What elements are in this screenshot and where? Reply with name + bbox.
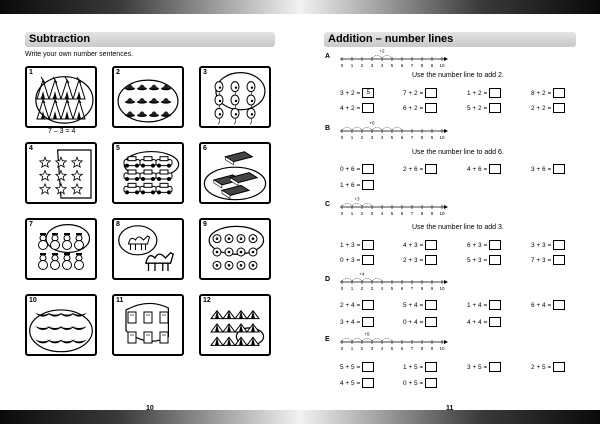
answer-box[interactable] bbox=[362, 240, 374, 250]
subtraction-heading: Subtraction bbox=[25, 32, 275, 47]
picture-tile-2 bbox=[112, 66, 184, 128]
tick-label: 7 bbox=[410, 286, 414, 291]
tick-label: 10 bbox=[439, 63, 445, 68]
number-line-b bbox=[338, 120, 450, 140]
problem-b-4 bbox=[531, 164, 565, 174]
problem-expression: 7 + 2 = bbox=[403, 89, 424, 97]
tick-label: 1 bbox=[350, 63, 354, 68]
problem-expression: 5 + 2 = bbox=[467, 104, 488, 112]
problem-expression: 0 + 3 = bbox=[340, 256, 361, 264]
problem-c-6 bbox=[403, 255, 437, 265]
problem-expression: 1 + 5 = bbox=[403, 363, 424, 371]
section-letter-e: E bbox=[325, 336, 330, 343]
answer-box[interactable] bbox=[425, 378, 437, 388]
tile-number: 8 bbox=[116, 221, 120, 228]
tick-label: 0 bbox=[340, 211, 344, 216]
problem-b-2 bbox=[403, 164, 437, 174]
tick-label: 6 bbox=[400, 211, 404, 216]
problem-expression: 4 + 3 = bbox=[403, 241, 424, 249]
problem-a-3 bbox=[467, 88, 501, 98]
tick-label: 5 bbox=[390, 346, 394, 351]
hop-label: +6 bbox=[369, 120, 375, 126]
tick-label: 8 bbox=[420, 63, 424, 68]
section-letter-a: A bbox=[325, 53, 331, 60]
problem-expression: 2 + 2 = bbox=[531, 104, 552, 112]
example-sentence: 7 – 3 = 4 bbox=[48, 128, 76, 135]
tick-label: 4 bbox=[380, 63, 384, 68]
tick-label: 0 bbox=[340, 63, 344, 68]
tick-label: 9 bbox=[430, 286, 434, 291]
tick-label: 7 bbox=[410, 63, 414, 68]
tick-label: 5 bbox=[390, 211, 394, 216]
tile-number: 12 bbox=[203, 297, 211, 304]
problem-expression: 3 + 5 = bbox=[467, 363, 488, 371]
problem-c-8 bbox=[531, 255, 565, 265]
tick-label: 9 bbox=[430, 346, 434, 351]
star-icon bbox=[27, 144, 95, 202]
section-instruction-a: Use the number line to add 2. bbox=[412, 72, 504, 79]
answer-box[interactable] bbox=[553, 240, 565, 250]
problem-expression: 4 + 5 = bbox=[340, 379, 361, 387]
tick-label: 2 bbox=[360, 135, 364, 140]
problem-expression: 0 + 4 = bbox=[403, 318, 424, 326]
answer-box[interactable] bbox=[425, 362, 437, 372]
answer-box[interactable] bbox=[425, 164, 437, 174]
number-line-c bbox=[338, 196, 450, 216]
tent-icon bbox=[201, 296, 269, 354]
problem-expression: 6 + 2 = bbox=[403, 104, 424, 112]
tick-label: 8 bbox=[420, 211, 424, 216]
answer-box[interactable] bbox=[425, 88, 437, 98]
tick-label: 1 bbox=[350, 211, 354, 216]
picture-tile-6 bbox=[199, 142, 271, 204]
answer-box[interactable] bbox=[489, 362, 501, 372]
tick-label: 3 bbox=[370, 211, 374, 216]
tepee-icon bbox=[27, 68, 95, 126]
problem-b-3 bbox=[467, 164, 501, 174]
answer-box[interactable]: 5 bbox=[362, 88, 374, 98]
answer-box[interactable] bbox=[362, 103, 374, 113]
picture-tile-7 bbox=[25, 218, 97, 280]
tick-label: 0 bbox=[340, 346, 344, 351]
picture-tile-9 bbox=[199, 218, 271, 280]
tick-label: 2 bbox=[360, 346, 364, 351]
picture-tile-10 bbox=[25, 294, 97, 356]
answer-box[interactable] bbox=[553, 164, 565, 174]
picture-tile-11 bbox=[112, 294, 184, 356]
tick-label: 9 bbox=[430, 63, 434, 68]
answer-box[interactable] bbox=[362, 255, 374, 265]
tile-number: 2 bbox=[116, 69, 120, 76]
section-letter-d: D bbox=[325, 276, 331, 283]
problem-d-3 bbox=[467, 300, 501, 310]
problem-expression: 1 + 2 = bbox=[467, 89, 488, 97]
tile-number: 11 bbox=[116, 297, 124, 304]
tick-label: 5 bbox=[390, 63, 394, 68]
addition-heading: Addition – number lines bbox=[324, 32, 576, 47]
section-letter-c: C bbox=[325, 201, 331, 208]
problem-c-5 bbox=[340, 255, 374, 265]
tick-label: 3 bbox=[370, 346, 374, 351]
answer-box[interactable] bbox=[425, 317, 437, 327]
problem-d-5 bbox=[340, 317, 374, 327]
tick-label: 3 bbox=[370, 286, 374, 291]
snowman-icon bbox=[27, 220, 95, 278]
tick-label: 0 bbox=[340, 135, 344, 140]
answer-box[interactable] bbox=[362, 362, 374, 372]
tick-label: 4 bbox=[380, 135, 384, 140]
tile-number: 3 bbox=[203, 69, 207, 76]
problem-expression: 0 + 6 = bbox=[340, 165, 361, 173]
tick-label: 1 bbox=[350, 135, 354, 140]
tick-label: 6 bbox=[400, 135, 404, 140]
tick-label: 7 bbox=[410, 346, 414, 351]
jar-icon bbox=[114, 296, 182, 354]
balloon-icon bbox=[201, 68, 269, 126]
problem-expression: 1 + 4 = bbox=[467, 301, 488, 309]
problem-expression: 7 + 3 = bbox=[531, 256, 552, 264]
problem-expression: 4 + 2 = bbox=[340, 104, 361, 112]
problem-a-5 bbox=[340, 103, 374, 113]
answer-box[interactable] bbox=[553, 88, 565, 98]
answer-box[interactable] bbox=[362, 300, 374, 310]
tick-label: 6 bbox=[400, 346, 404, 351]
left-page-number: 10 bbox=[146, 405, 154, 412]
number-line-a bbox=[338, 48, 450, 68]
answer-box[interactable] bbox=[425, 103, 437, 113]
tick-label: 10 bbox=[439, 286, 445, 291]
problem-expression: 3 + 3 = bbox=[531, 241, 552, 249]
problem-d-2 bbox=[403, 300, 437, 310]
section-instruction-b: Use the number line to add 6. bbox=[412, 149, 504, 156]
problem-b-5 bbox=[340, 180, 374, 190]
hop-label: +4 bbox=[359, 271, 365, 277]
problem-expression: 3 + 6 = bbox=[531, 165, 552, 173]
tick-label: 5 bbox=[390, 286, 394, 291]
problem-expression: 2 + 3 = bbox=[403, 256, 424, 264]
picture-tile-8 bbox=[112, 218, 184, 280]
problem-expression: 6 + 3 = bbox=[467, 241, 488, 249]
tick-label: 4 bbox=[380, 211, 384, 216]
banana-icon bbox=[27, 296, 95, 354]
tick-label: 10 bbox=[439, 135, 445, 140]
circle-icon bbox=[201, 220, 269, 278]
problem-e-5 bbox=[340, 378, 374, 388]
tick-label: 9 bbox=[430, 211, 434, 216]
subtraction-instruction: Write your own number sentences. bbox=[25, 51, 134, 58]
problem-c-3 bbox=[467, 240, 501, 250]
problem-expression: 3 + 2 = bbox=[340, 89, 361, 97]
answer-box[interactable] bbox=[553, 103, 565, 113]
answer-box[interactable] bbox=[489, 103, 501, 113]
problem-d-6 bbox=[403, 317, 437, 327]
tick-label: 6 bbox=[400, 63, 404, 68]
tick-label: 2 bbox=[360, 211, 364, 216]
problem-expression: 2 + 5 = bbox=[531, 363, 552, 371]
answer-box[interactable] bbox=[553, 300, 565, 310]
car-icon bbox=[114, 144, 182, 202]
problem-expression: 2 + 6 = bbox=[403, 165, 424, 173]
problem-c-7 bbox=[467, 255, 501, 265]
answer-box[interactable] bbox=[553, 362, 565, 372]
tick-label: 4 bbox=[380, 286, 384, 291]
problem-expression: 8 + 2 = bbox=[531, 89, 552, 97]
tick-label: 7 bbox=[410, 211, 414, 216]
problem-c-1 bbox=[340, 240, 374, 250]
problem-a-7 bbox=[467, 103, 501, 113]
hop-label: +3 bbox=[354, 196, 360, 202]
picture-tile-4 bbox=[25, 142, 97, 204]
picture-tile-12 bbox=[199, 294, 271, 356]
tile-number: 10 bbox=[29, 297, 37, 304]
answer-box[interactable] bbox=[489, 88, 501, 98]
answer-box[interactable] bbox=[489, 255, 501, 265]
tick-label: 10 bbox=[439, 211, 445, 216]
number-line-d bbox=[338, 271, 450, 291]
answer-box[interactable] bbox=[489, 317, 501, 327]
section-letter-b: B bbox=[325, 125, 331, 132]
camel-icon bbox=[114, 220, 182, 278]
problem-b-1 bbox=[340, 164, 374, 174]
tick-label: 5 bbox=[390, 135, 394, 140]
book-icon bbox=[201, 144, 269, 202]
tick-label: 1 bbox=[350, 286, 354, 291]
picture-tile-3 bbox=[199, 66, 271, 128]
tick-label: 8 bbox=[420, 135, 424, 140]
problem-expression: 5 + 4 = bbox=[403, 301, 424, 309]
tick-label: 4 bbox=[380, 346, 384, 351]
problem-a-4 bbox=[531, 88, 565, 98]
problem-c-2 bbox=[403, 240, 437, 250]
hop-label: +2 bbox=[379, 48, 385, 54]
problem-c-4 bbox=[531, 240, 565, 250]
section-instruction-c: Use the number line to add 3. bbox=[412, 224, 504, 231]
problem-e-4 bbox=[531, 362, 565, 372]
tick-label: 8 bbox=[420, 346, 424, 351]
problem-a-1 bbox=[340, 88, 374, 98]
problem-expression: 4 + 6 = bbox=[467, 165, 488, 173]
tile-number: 6 bbox=[203, 145, 207, 152]
problem-e-6 bbox=[403, 378, 437, 388]
problem-expression: 5 + 5 = bbox=[340, 363, 361, 371]
answer-box[interactable] bbox=[362, 317, 374, 327]
picture-tile-1 bbox=[25, 66, 97, 128]
tick-label: 10 bbox=[439, 346, 445, 351]
problem-expression: 5 + 3 = bbox=[467, 256, 488, 264]
answer-box[interactable] bbox=[425, 240, 437, 250]
right-page-number: 11 bbox=[446, 405, 454, 412]
tick-label: 2 bbox=[360, 286, 364, 291]
answer-box[interactable] bbox=[489, 300, 501, 310]
problem-d-7 bbox=[467, 317, 501, 327]
tick-label: 0 bbox=[340, 286, 344, 291]
answer-box[interactable] bbox=[362, 378, 374, 388]
answer-box[interactable] bbox=[362, 164, 374, 174]
tile-number: 7 bbox=[29, 221, 33, 228]
problem-expression: 3 + 4 = bbox=[340, 318, 361, 326]
problem-expression: 1 + 6 = bbox=[340, 181, 361, 189]
tick-label: 3 bbox=[370, 135, 374, 140]
hop-label: +5 bbox=[364, 331, 370, 337]
problem-a-8 bbox=[531, 103, 565, 113]
bottom-decorative-bar bbox=[0, 410, 600, 424]
tick-label: 1 bbox=[350, 346, 354, 351]
tick-label: 6 bbox=[400, 286, 404, 291]
tile-number: 5 bbox=[116, 145, 120, 152]
answer-box[interactable] bbox=[425, 300, 437, 310]
problem-expression: 1 + 3 = bbox=[340, 241, 361, 249]
answer-box[interactable] bbox=[362, 180, 374, 190]
answer-box[interactable] bbox=[553, 255, 565, 265]
top-decorative-bar bbox=[0, 0, 600, 14]
problem-e-3 bbox=[467, 362, 501, 372]
tick-label: 7 bbox=[410, 135, 414, 140]
tick-label: 9 bbox=[430, 135, 434, 140]
tick-label: 2 bbox=[360, 63, 364, 68]
picture-tile-5 bbox=[112, 142, 184, 204]
problem-d-1 bbox=[340, 300, 374, 310]
tick-label: 3 bbox=[370, 63, 374, 68]
tile-number: 9 bbox=[203, 221, 207, 228]
tile-number: 1 bbox=[29, 69, 33, 76]
number-line-e bbox=[338, 331, 450, 351]
problem-e-1 bbox=[340, 362, 374, 372]
problem-e-2 bbox=[403, 362, 437, 372]
tile-number: 4 bbox=[29, 145, 33, 152]
answer-box[interactable] bbox=[489, 240, 501, 250]
answer-box[interactable] bbox=[425, 255, 437, 265]
answer-box[interactable] bbox=[489, 164, 501, 174]
problem-expression: 6 + 4 = bbox=[531, 301, 552, 309]
problem-a-6 bbox=[403, 103, 437, 113]
tick-label: 8 bbox=[420, 286, 424, 291]
problem-expression: 0 + 5 = bbox=[403, 379, 424, 387]
problem-expression: 2 + 4 = bbox=[340, 301, 361, 309]
problem-a-2 bbox=[403, 88, 437, 98]
problem-d-4 bbox=[531, 300, 565, 310]
problem-expression: 4 + 4 = bbox=[467, 318, 488, 326]
hat-icon bbox=[114, 68, 182, 126]
